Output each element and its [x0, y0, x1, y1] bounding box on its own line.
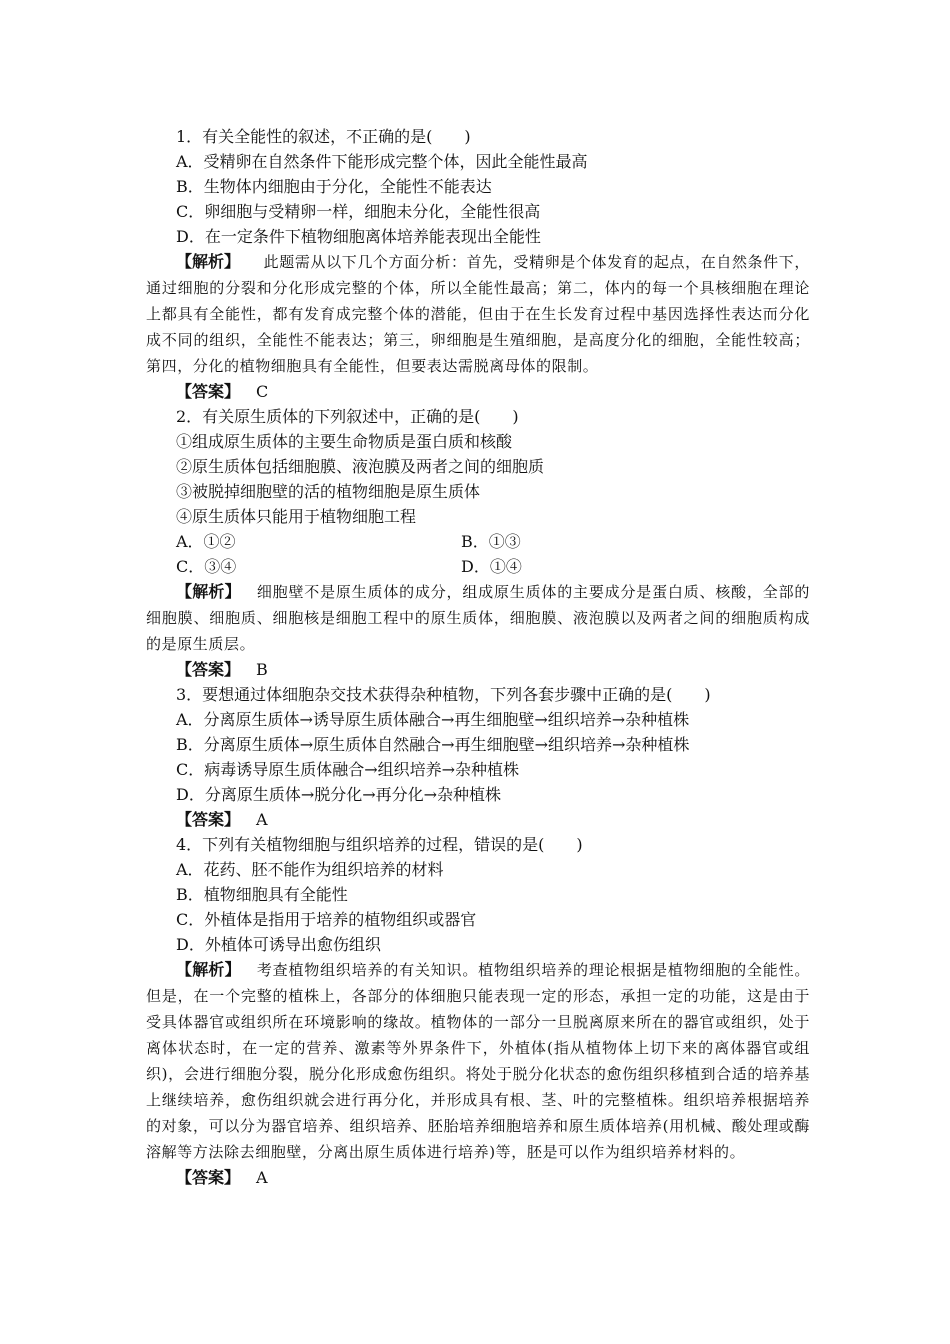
question-3-stem: 3．要想通过体细胞杂交技术获得杂种植物，下列各套步骤中正确的是( ) [176, 685, 711, 704]
question-4-option-c: C．外植体是指用于培养的植物组织或器官 [176, 910, 477, 929]
question-2-answer [146, 657, 810, 682]
question-4-option-d: D．外植体可诱导出愈伤组织 [176, 935, 381, 954]
analysis-label: 【解析】 [176, 252, 233, 271]
question-3-option-c: C．病毒诱导原生质体融合→组织培养→杂种植株 [176, 760, 520, 779]
question-2-statement-4: ④原生质体只能用于植物细胞工程 [176, 507, 417, 526]
answer-label: 【答案】 [176, 382, 241, 401]
question-2-option-c: C．③④ [176, 557, 237, 576]
analysis-text: 考查植物组织培养的有关知识。植物组织培养的理论根据是植物细胞的全能性。但是，在一个完整的植株上，各部分的体细胞只能表现一定的形态，承担一定的功能，这是由于受具体器官或组织所在环境影响的缘故。植物体的一部分一旦脱离原来所在的器官或组织，处于离体状态时，在一定的营养、激素等外界条件下，外植体(指从植物体上切下来的离体器官或组织)，会进行细胞分裂，脱分化形成愈伤组织。将处于脱分化状态的愈伤组织移植到合适的培养基上继续培养，愈伤组织就会进行再分化，并形成具有根、茎、叶的完整植株。组织培养根据培养的对象，可以分为器官培养、组织培养、胚胎培养细胞培养和原生质体培养(用机械、酸处理或酶溶解等方法除去细胞壁，分离出原生质体进行培养)等，胚是可以作为组织培养材料的。 [146, 961, 810, 1161]
question-3-option-b: B．分离原生质体→原生质体自然融合→再生细胞壁→组织培养→杂种植株 [176, 735, 690, 754]
answer-label: 【答案】 [176, 1168, 241, 1187]
answer-label: 【答案】 [176, 810, 241, 829]
answer-value: A [256, 1168, 268, 1187]
question-2-stem: 2．有关原生质体的下列叙述中，正确的是( ) [176, 407, 519, 426]
analysis-text: 细胞壁不是原生质体的成分，组成原生质体的主要成分是蛋白质、核酸，全部的细胞膜、细胞质、细胞核是细胞工程中的原生质体，细胞膜、液泡膜以及两者之间的细胞质构成的是原生质层。 [146, 583, 810, 653]
question-4-stem: 4．下列有关植物细胞与组织培养的过程，错误的是( ) [176, 835, 583, 854]
question-2-statement-1: ①组成原生质体的主要生命物质是蛋白质和核酸 [176, 432, 513, 451]
question-4-answer [146, 1165, 810, 1190]
question-1-stem: 1．有关全能性的叙述，不正确的是( ) [176, 127, 471, 146]
answer-value: B [256, 660, 268, 679]
document-content [146, 124, 810, 1190]
question-1-answer [146, 379, 810, 404]
question-1-analysis [146, 249, 810, 379]
question-3-answer [146, 807, 810, 832]
question-4-option-b: B．植物细胞具有全能性 [176, 885, 348, 904]
question-1-option-a: A．受精卵在自然条件下能形成完整个体，因此全能性最高 [176, 152, 588, 171]
question-2-options-row-1 [146, 529, 810, 554]
analysis-text: 此题需从以下几个方面分析：首先，受精卵是个体发育的起点，在自然条件下，通过细胞的分裂和分化形成完整的个体，所以全能性最高；第二，体内的每一个具核细胞在理论上都具有全能性，都有发育成完整个体的潜能，但由于在生长发育过程中基因选择性表达而分化成不同的组织，全能性不能表达；第三，卵细胞是生殖细胞，是高度分化的细胞，全能性较高；第四，分化的植物细胞具有全能性，但要表达需脱离母体的限制。 [146, 253, 810, 375]
question-2-option-d: D．①④ [461, 557, 522, 576]
question-4-analysis [146, 957, 810, 1165]
question-1-option-c: C．卵细胞与受精卵一样，细胞未分化，全能性很高 [176, 202, 541, 221]
question-2-option-b: B．①③ [461, 532, 521, 551]
answer-label: 【答案】 [176, 660, 241, 679]
question-4-option-a: A．花药、胚不能作为组织培养的材料 [176, 860, 444, 879]
analysis-label: 【解析】 [176, 582, 241, 601]
question-2-statement-3: ③被脱掉细胞壁的活的植物细胞是原生质体 [176, 482, 481, 501]
question-2-options-row-2 [146, 554, 810, 579]
question-1-option-b: B．生物体内细胞由于分化，全能性不能表达 [176, 177, 492, 196]
question-2-analysis [146, 579, 810, 657]
question-2-option-a: A．①② [176, 532, 236, 551]
answer-value: C [256, 382, 269, 401]
question-1-option-d: D．在一定条件下植物细胞离体培养能表现出全能性 [176, 227, 541, 246]
question-3-option-d: D．分离原生质体→脱分化→再分化→杂种植株 [176, 785, 502, 804]
question-3-option-a: A．分离原生质体→诱导原生质体融合→再生细胞壁→组织培养→杂种植株 [176, 710, 690, 729]
analysis-label: 【解析】 [176, 960, 241, 979]
question-2-statement-2: ②原生质体包括细胞膜、液泡膜及两者之间的细胞质 [176, 457, 545, 476]
answer-value: A [256, 810, 268, 829]
